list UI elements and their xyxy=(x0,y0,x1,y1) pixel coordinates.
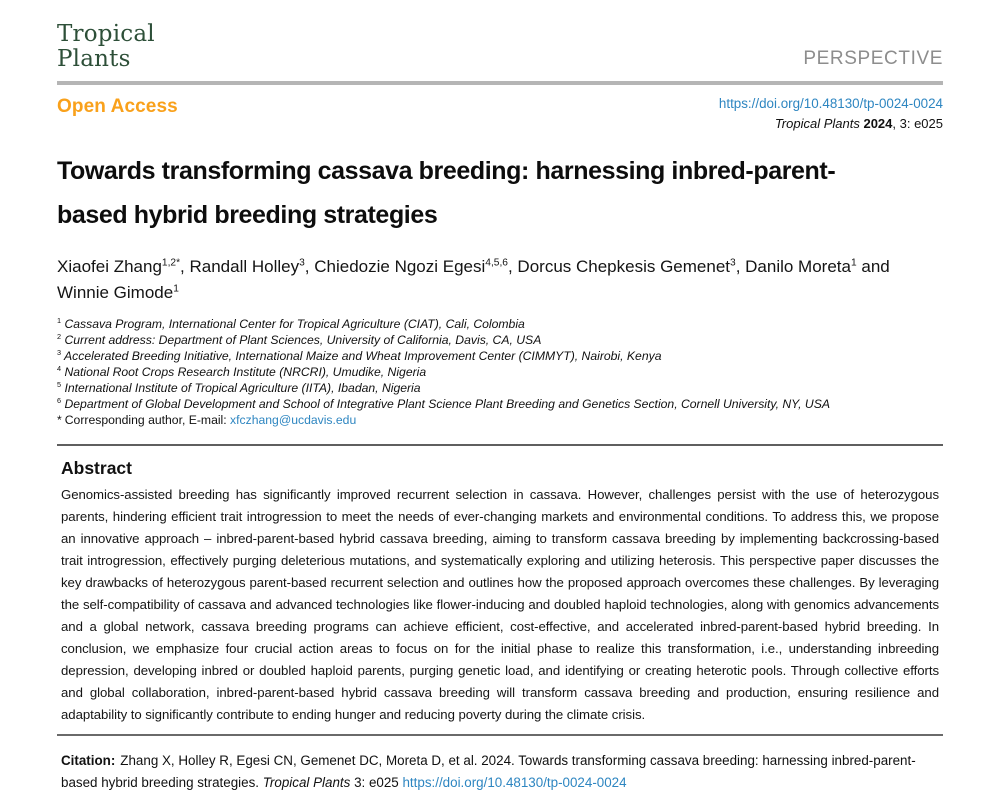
doi-link[interactable]: https://doi.org/10.48130/tp-0024-0024 xyxy=(718,96,943,111)
corresponding-author-line xyxy=(57,412,943,428)
affiliation-number: 2 xyxy=(57,331,62,341)
author: Xiaofei Zhang$^{1,2*}$ xyxy=(57,256,181,276)
article-type-label: PERSPECTIVE xyxy=(803,48,943,69)
affiliation-text: National Root Crops Research Institute (NRCRI), Umudike, Nigeria xyxy=(61,364,427,379)
doi-line xyxy=(719,96,943,111)
article-title xyxy=(57,149,943,237)
author-affiliation-marker: 3 xyxy=(730,257,736,269)
journal-reference-name: Tropical Plants xyxy=(774,116,860,131)
citation-label: Citation: xyxy=(61,752,116,768)
affiliation-text: Cassava Program, International Center for Tropical Agriculture (CIAT), Cali, Colombia xyxy=(61,316,525,331)
author-affiliation-marker: 1 xyxy=(850,257,857,269)
corresponding-label: Corresponding author, E-mail: xyxy=(64,412,227,427)
access-meta-row xyxy=(57,96,943,131)
article-title-line1: Towards transforming cassava breeding: harnessing inbred-parent- xyxy=(57,157,836,185)
author-affiliation-marker: 1,2* xyxy=(161,257,181,269)
journal-logo-line1: Tropical xyxy=(57,21,155,47)
section-divider-abstract-bottom xyxy=(57,734,943,736)
journal-reference-issue: , 3: e025 xyxy=(892,116,943,131)
abstract-section xyxy=(57,458,943,726)
affiliation-text: International Institute of Tropical Agriculture (IITA), Ibadan, Nigeria xyxy=(61,380,421,395)
citation-volume: 3: e025 xyxy=(354,774,399,790)
author-affiliation-marker: 4,5,6 xyxy=(485,257,508,269)
affiliation-text: Department of Global Development and School of Integrative Plant Science Plant Breeding and Genetics Section, Cornell University, NY, USA xyxy=(61,396,830,411)
author: Dorcus Chepkesis Gemenet$^3$ xyxy=(517,256,736,276)
author: Chiedozie Ngozi Egesi$^{4,5,6}$ xyxy=(314,256,508,276)
journal-logo-line2: Plants xyxy=(57,46,131,72)
article-meta xyxy=(719,96,943,131)
author-affiliation-marker: 1 xyxy=(173,283,179,295)
affiliation-item xyxy=(57,380,943,396)
affiliation-text: Current address: Department of Plant Sciences, University of California, Davis, CA, USA xyxy=(61,332,542,347)
author: Danilo Moreta$^1$ xyxy=(745,256,857,276)
affiliation-number: 4 xyxy=(57,363,62,373)
open-access-badge: Open Access xyxy=(57,96,178,117)
journal-reference-year: 2024 xyxy=(863,116,893,131)
corresponding-marker: * xyxy=(57,412,62,427)
affiliation-number: 5 xyxy=(57,379,62,389)
journal-reference xyxy=(719,116,943,131)
affiliation-item xyxy=(57,332,943,348)
affiliation-number: 6 xyxy=(57,395,62,405)
abstract-body: Genomics-assisted breeding has significantly improved recurrent selection in cassava. However, challenges persist with the use of heterozygous parents, hindering efficient trait introgression to meet the needs of ever-changing markets and environmental conditions. To address this, we propose an innovative approach – inbred-parent-based hybrid cassava breeding, aiming to transform cassava breeding by implementing backcrossing-based trait introgression, effectively purging deleterious mutations, and systematically exploring and utilizing heterosis. This perspective paper discusses the key drawbacks of heterozygous parent-based recurrent selection and outlines how the proposed approach overcomes these challenges. By leveraging the self-compatibility of cassava and advanced technologies like flower-inducing and doubled haploid technologies, along with genomics advancements and a global network, cassava breeding programs can achieve efficient, cost-effective, and accelerated inbred-parent-based hybrid breeding. In conclusion, we emphasize four crucial action areas to focus on for the initial phase to realize this transformation, i.e., understanding inbreeding depression, developing inbred or doubled haploid parents, purging genetic load, and identifying or creating heterotic pools. Through collective efforts and global collaboration, inbred-parent-based hybrid cassava breeding will transform cassava breeding and production, ensuring resilience and adaptability to significantly contribute to ending hunger and reducing poverty during the climate crisis. xyxy=(61,486,939,722)
author-list: Xiaofei Zhang$^{1,2*}$, Randall Holley$^3$, Chiedozie Ngozi Egesi$^{4,5,6}$, Dorcus Chepkesis Gemenet$^3$, Danilo Moreta$^1$ and Winnie Gimode$^1$ xyxy=(57,256,890,302)
citation-section xyxy=(57,750,943,794)
citation-journal-name: Tropical Plants xyxy=(262,774,351,790)
author-affiliation-marker: 3 xyxy=(299,257,305,269)
email-link[interactable]: xfczhang@ucdavis.edu xyxy=(230,412,357,427)
citation-text: Zhang X, Holley R, Egesi CN, Gemenet DC, Moreta D, et al. 2024. Towards transforming cassava breeding: harnessing inbred-parent-based hybrid breeding strategies. xyxy=(61,752,916,790)
affiliation-text: Accelerated Breeding Initiative, International Maize and Wheat Improvement Center (CIMMYT), Nairobi, Kenya xyxy=(61,348,662,363)
affiliation-item xyxy=(57,396,943,412)
author: Winnie Gimode$^1$ xyxy=(57,282,179,302)
journal-header xyxy=(57,22,943,72)
section-divider-abstract-top xyxy=(57,444,943,446)
citation-doi-link[interactable]: https://doi.org/10.48130/tp-0024-0024 xyxy=(402,774,627,790)
affiliation-item xyxy=(57,364,943,380)
affiliation-item xyxy=(57,316,943,332)
affiliation-number: 3 xyxy=(57,347,62,357)
article-title-line2: based hybrid breeding strategies xyxy=(57,201,438,229)
header-rule xyxy=(57,81,943,85)
author: Randall Holley$^3$ xyxy=(189,256,305,276)
affiliation-number: 1 xyxy=(57,315,62,325)
affiliation-item xyxy=(57,348,943,364)
journal-logo xyxy=(57,22,155,72)
abstract-heading: Abstract xyxy=(61,457,132,478)
affiliation-list xyxy=(57,316,943,412)
